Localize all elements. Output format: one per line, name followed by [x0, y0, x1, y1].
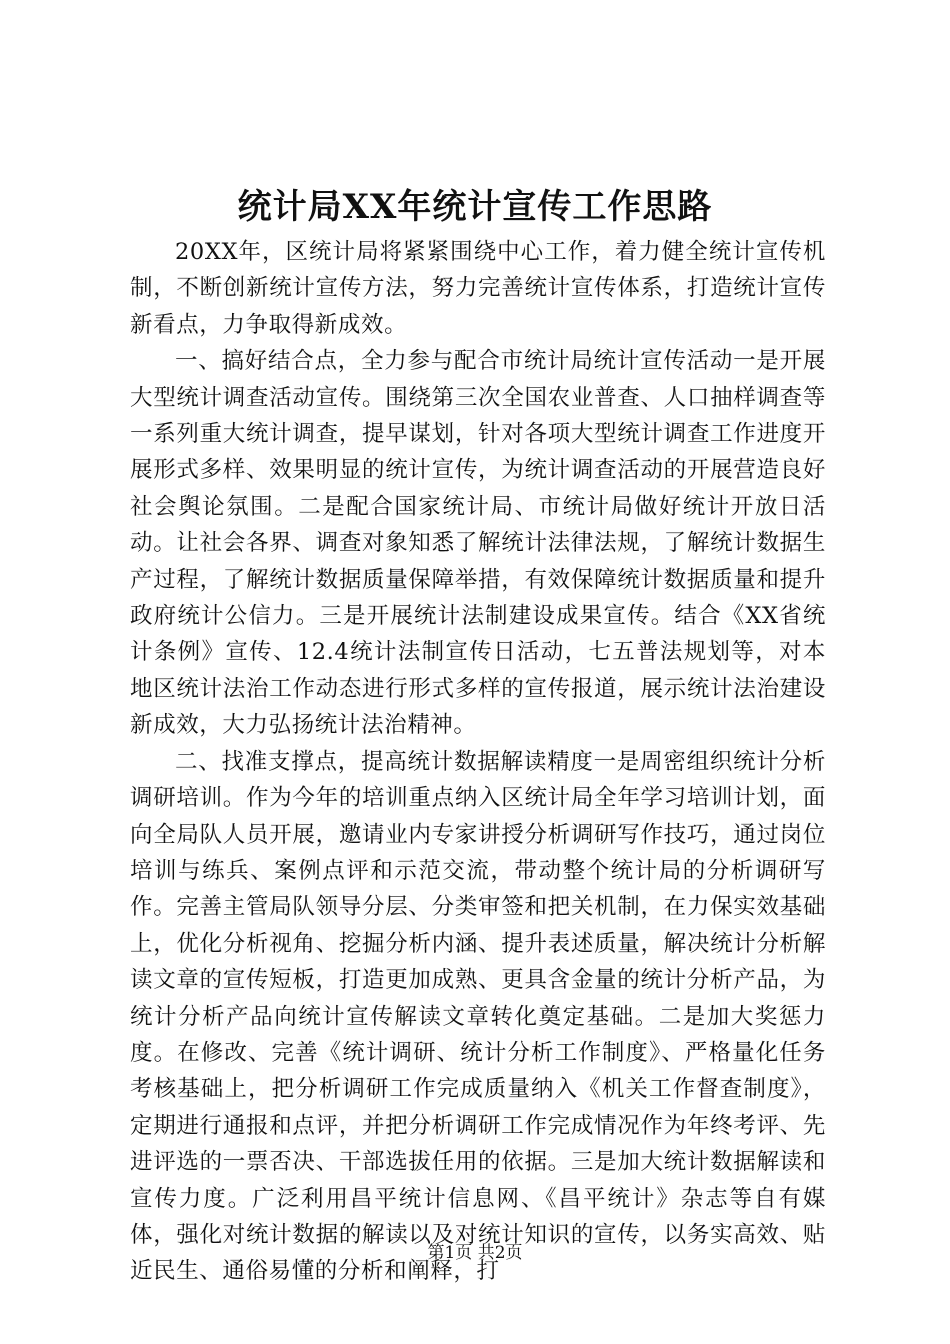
- page-number-footer: 第1页 共2页: [427, 1243, 523, 1263]
- paragraph-section-one: 一、搞好结合点，全力参与配合市统计局统计宣传活动一是开展大型统计调查活动宣传。围绕第三次全国农业普查、人口抽样调查等一系列重大统计调查，提早谋划，针对各项大型统计调查工作进度开展形式多样、效果明显的统计宣传，为统计调查活动的开展营造良好社会舆论氛围。二是配合国家统计局、市统计局做好统计开放日活动。让社会各界、调查对象知悉了解统计法律法规，了解统计数据生产过程，了解统计数据质量保障举措，有效保障统计数据质量和提升政府统计公信力。三是开展统计法制建设成果宣传。结合《XX省统计条例》宣传、12.4统计法制宣传日活动，七五普法规划等，对本地区统计法治工作动态进行形式多样的宣传报道，展示统计法治建设新成效，大力弘扬统计法治精神。: [130, 348, 826, 739]
- document-body: [130, 234, 826, 1290]
- paragraph-section-two: 二、找准支撑点，提高统计数据解读精度一是周密组织统计分析调研培训。作为今年的培训重点纳入区统计局全年学习培训计划，面向全局队人员开展，邀请业内专家讲授分析调研写作技巧，通过岗位培训与练兵、案例点评和示范交流，带动整个统计局的分析调研写作。完善主管局队领导分层、分类审签和把关机制，在力保实效基础上，优化分析视角、挖掘分析内涵、提升表述质量，解决统计分析解读文章的宣传短板，打造更加成熟、更具含金量的统计分析产品，为统计分析产品向统计宣传解读文章转化奠定基础。二是加大奖惩力度。在修改、完善《统计调研、统计分析工作制度》、严格量化任务考核基础上，把分析调研工作完成质量纳入《机关工作督查制度》，定期进行通报和点评，并把分析调研工作完成情况作为年终考评、先进评选的一票否决、干部选拔任用的依据。三是加大统计数据解读和宣传力度。广泛利用昌平统计信息网、《昌平统计》杂志等自有媒体，强化对统计数据的解读以及对统计知识的宣传，以务实高效、贴近民生、通俗易懂的分析和阐释，打: [130, 748, 826, 1285]
- document-title: 统计局XX年统计宣传工作思路: [237, 187, 713, 227]
- paragraph-intro: 20XX年，区统计局将紧紧围绕中心工作，着力健全统计宣传机制，不断创新统计宣传方法，努力完善统计宣传体系，打造统计宣传新看点，力争取得新成效。: [130, 239, 826, 338]
